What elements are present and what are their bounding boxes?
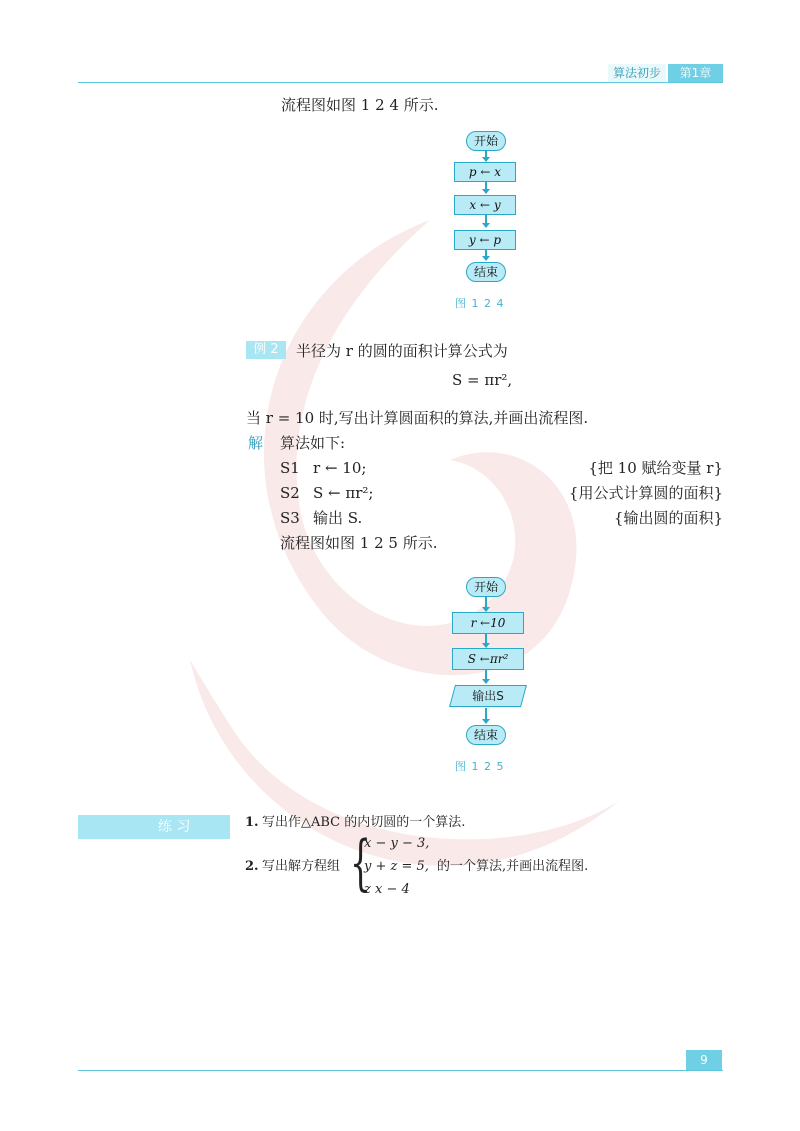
flow2-arrow bbox=[485, 634, 487, 647]
page-number: 9 bbox=[686, 1050, 722, 1070]
flow2-start: 开始 bbox=[466, 577, 506, 597]
flow1-step-1: p ← x bbox=[454, 162, 516, 182]
flow1-end: 结束 bbox=[466, 262, 506, 282]
equation-brace: { bbox=[350, 828, 372, 898]
header-rule bbox=[78, 82, 723, 83]
flow1-arrow bbox=[485, 182, 487, 193]
step-label: S2 bbox=[280, 484, 300, 502]
flow2-end: 结束 bbox=[466, 725, 506, 745]
flow1-start: 开始 bbox=[466, 131, 506, 151]
step-comment: {用公式计算圆的面积} bbox=[568, 484, 723, 502]
step-comment: {输出圆的面积} bbox=[613, 509, 723, 527]
chapter-tab: 第1章 bbox=[668, 64, 723, 82]
flow2-output-label: 输出S bbox=[472, 689, 504, 703]
flow2-step-2: S ←πr² bbox=[452, 648, 524, 670]
step-label: S3 bbox=[280, 509, 300, 527]
question-2-prefix: 写出解方程组 bbox=[262, 859, 341, 874]
solution-intro: 算法如下: bbox=[280, 434, 346, 452]
example-statement: 半径为 r 的圆的面积计算公式为 bbox=[296, 342, 508, 360]
practice-title: 练 习 bbox=[158, 819, 191, 835]
step-comment: {把 10 赋给变量 r} bbox=[588, 459, 723, 477]
flow1-step-2: x ← y bbox=[454, 195, 516, 215]
footer-rule bbox=[78, 1070, 723, 1071]
equation-line-2: y + z = 5, bbox=[364, 859, 429, 874]
flow2-step-1: r ←10 bbox=[452, 612, 524, 634]
flow1-arrow bbox=[485, 250, 487, 260]
flow1-step-3: y ← p bbox=[454, 230, 516, 250]
solution-label: 解 bbox=[248, 434, 264, 452]
flow2-caption: 图 1 2 5 bbox=[455, 760, 505, 773]
step-label: S1 bbox=[280, 459, 300, 477]
equation-line-1: x − y − 3, bbox=[364, 836, 430, 851]
question-2-suffix: 的一个算法,并画出流程图. bbox=[437, 859, 589, 874]
flow1-caption: 图 1 2 4 bbox=[455, 297, 505, 310]
practice-header bbox=[78, 815, 230, 839]
example-question: 当 r = 10 时,写出计算圆面积的算法,并画出流程图. bbox=[246, 409, 589, 427]
step-expression: r ← 10; bbox=[313, 459, 367, 477]
flow1-arrow bbox=[485, 151, 487, 161]
flow2-output bbox=[449, 685, 527, 707]
flow2-arrow bbox=[485, 708, 487, 723]
question-number: 1. bbox=[245, 815, 259, 830]
flow1-intro: 流程图如图 1 2 4 所示. bbox=[281, 96, 439, 114]
equation-line-3: z x − 4 bbox=[364, 882, 410, 897]
flow2-arrow bbox=[485, 597, 487, 611]
step-expression: 输出 S. bbox=[313, 509, 363, 527]
question-number: 2. bbox=[245, 859, 259, 874]
question-1-text: 写出作△ABC 的内切圆的一个算法. bbox=[262, 815, 466, 830]
section-title: 算法初步 bbox=[608, 64, 666, 82]
step-expression: S ← πr²; bbox=[313, 484, 374, 502]
flow2-arrow bbox=[485, 670, 487, 683]
flow2-intro: 流程图如图 1 2 5 所示. bbox=[280, 534, 438, 552]
example-formula: S = πr², bbox=[452, 371, 513, 389]
flow1-arrow bbox=[485, 215, 487, 227]
example-tag: 例 2 bbox=[246, 341, 286, 359]
